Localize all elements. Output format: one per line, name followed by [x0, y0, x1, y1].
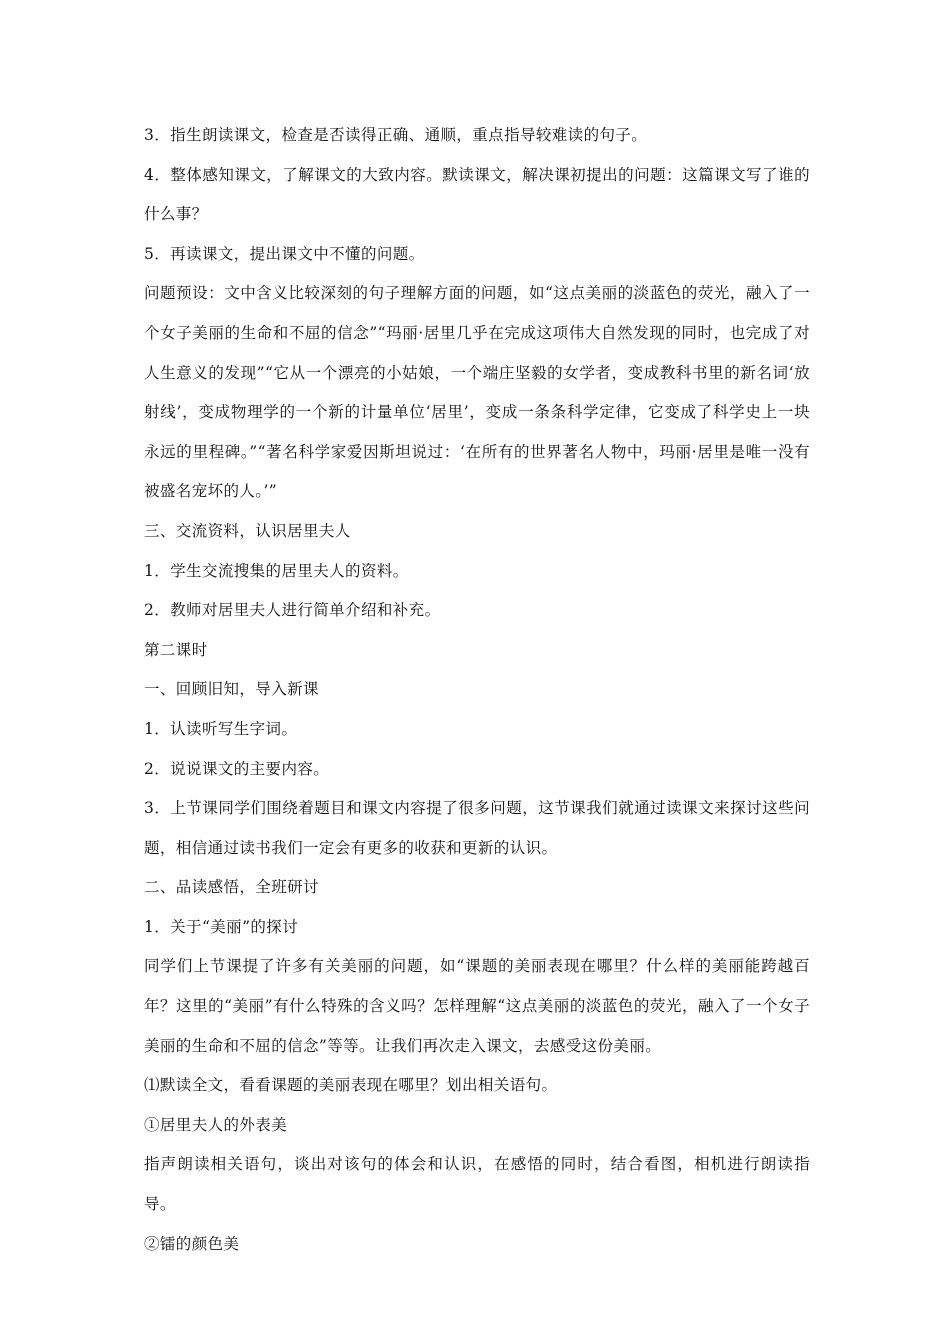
paragraph-step-3: 3．指生朗读课文，检查是否读得正确、通顺，重点指导较难读的句子。: [144, 126, 648, 144]
paragraph-beauty-questions: 同学们上节课提了许多有关美丽的问题，如“课题的美丽表现在哪里？什么样的美丽能跨越百年？这里的“美丽”有什么特殊的含义吗？怎样理解“这点美丽的淡蓝色的荧光，融入了一个女子美丽的生命和不屈的信念”等等。让我们再次走入课文，去感受这份美丽。: [144, 957, 810, 1055]
paragraph-review-3: 3．上节课同学们围绕着题目和课文内容提了很多问题，这节课我们就通过读课文来探讨这些问题，相信通过读书我们一定会有更多的收获和更新的认识。: [144, 799, 810, 857]
paragraph-radium-color: ②镭的颜色美: [144, 1234, 240, 1253]
paragraph-review-2: 2．说说课文的主要内容。: [144, 759, 330, 778]
paragraph-step-5: 5．再读课文，提出课文中不懂的问题。: [144, 244, 425, 263]
paragraph-beauty-topic: 1．关于“美丽”的探讨: [144, 917, 299, 936]
heading-section-2: 二、品读感悟，全班研讨: [144, 878, 319, 897]
paragraph-question-preset: 问题预设：文中含义比较深刻的句子理解方面的问题，如“这点美丽的淡蓝色的荧光，融入了一个女子美丽的生命和不屈的信念”“玛丽·居里几乎在完成这项伟大自然发现的同时，也完成了对人生意义的发现”“它从一个漂亮的小姑娘，一个端庄坚毅的女学者，变成教科书里的新名词‘放射线’，变成物理学的一个新的计量单位‘居里’，变成一条条科学定律，它变成了科学史上一块永远的里程碑。”“著名科学家爱因斯坦说过：‘在所有的世界著名人物中，玛丽·居里是唯一没有被盛名宠坏的人。’”: [144, 284, 810, 501]
heading-section-1: 一、回顾旧知，导入新课: [144, 680, 319, 699]
heading-second-lesson: 第二课时: [144, 640, 208, 659]
document-body: [144, 116, 810, 1264]
paragraph-item-2: 2．教师对居里夫人进行简单介绍和补充。: [144, 601, 441, 620]
paragraph-silent-reading: ⑴默读全文，看看课题的美丽表现在哪里？划出相关语句。: [144, 1076, 558, 1095]
paragraph-step-4: 4．整体感知课文，了解课文的大致内容。默读课文，解决课初提出的问题：这篇课文写了谁的什么事？: [144, 165, 810, 224]
heading-section-3: 三、交流资料，认识居里夫人: [144, 521, 351, 540]
paragraph-reading-guidance: 指声朗读相关语句，谈出对该句的体会和认识，在感悟的同时，结合看图，相机进行朗读指导。: [144, 1155, 810, 1214]
paragraph-review-1: 1．认读听写生字词。: [144, 719, 298, 738]
paragraph-appearance-beauty: ①居里夫人的外表美: [144, 1115, 288, 1134]
paragraph-item-1: 1．学生交流搜集的居里夫人的资料。: [144, 561, 409, 580]
